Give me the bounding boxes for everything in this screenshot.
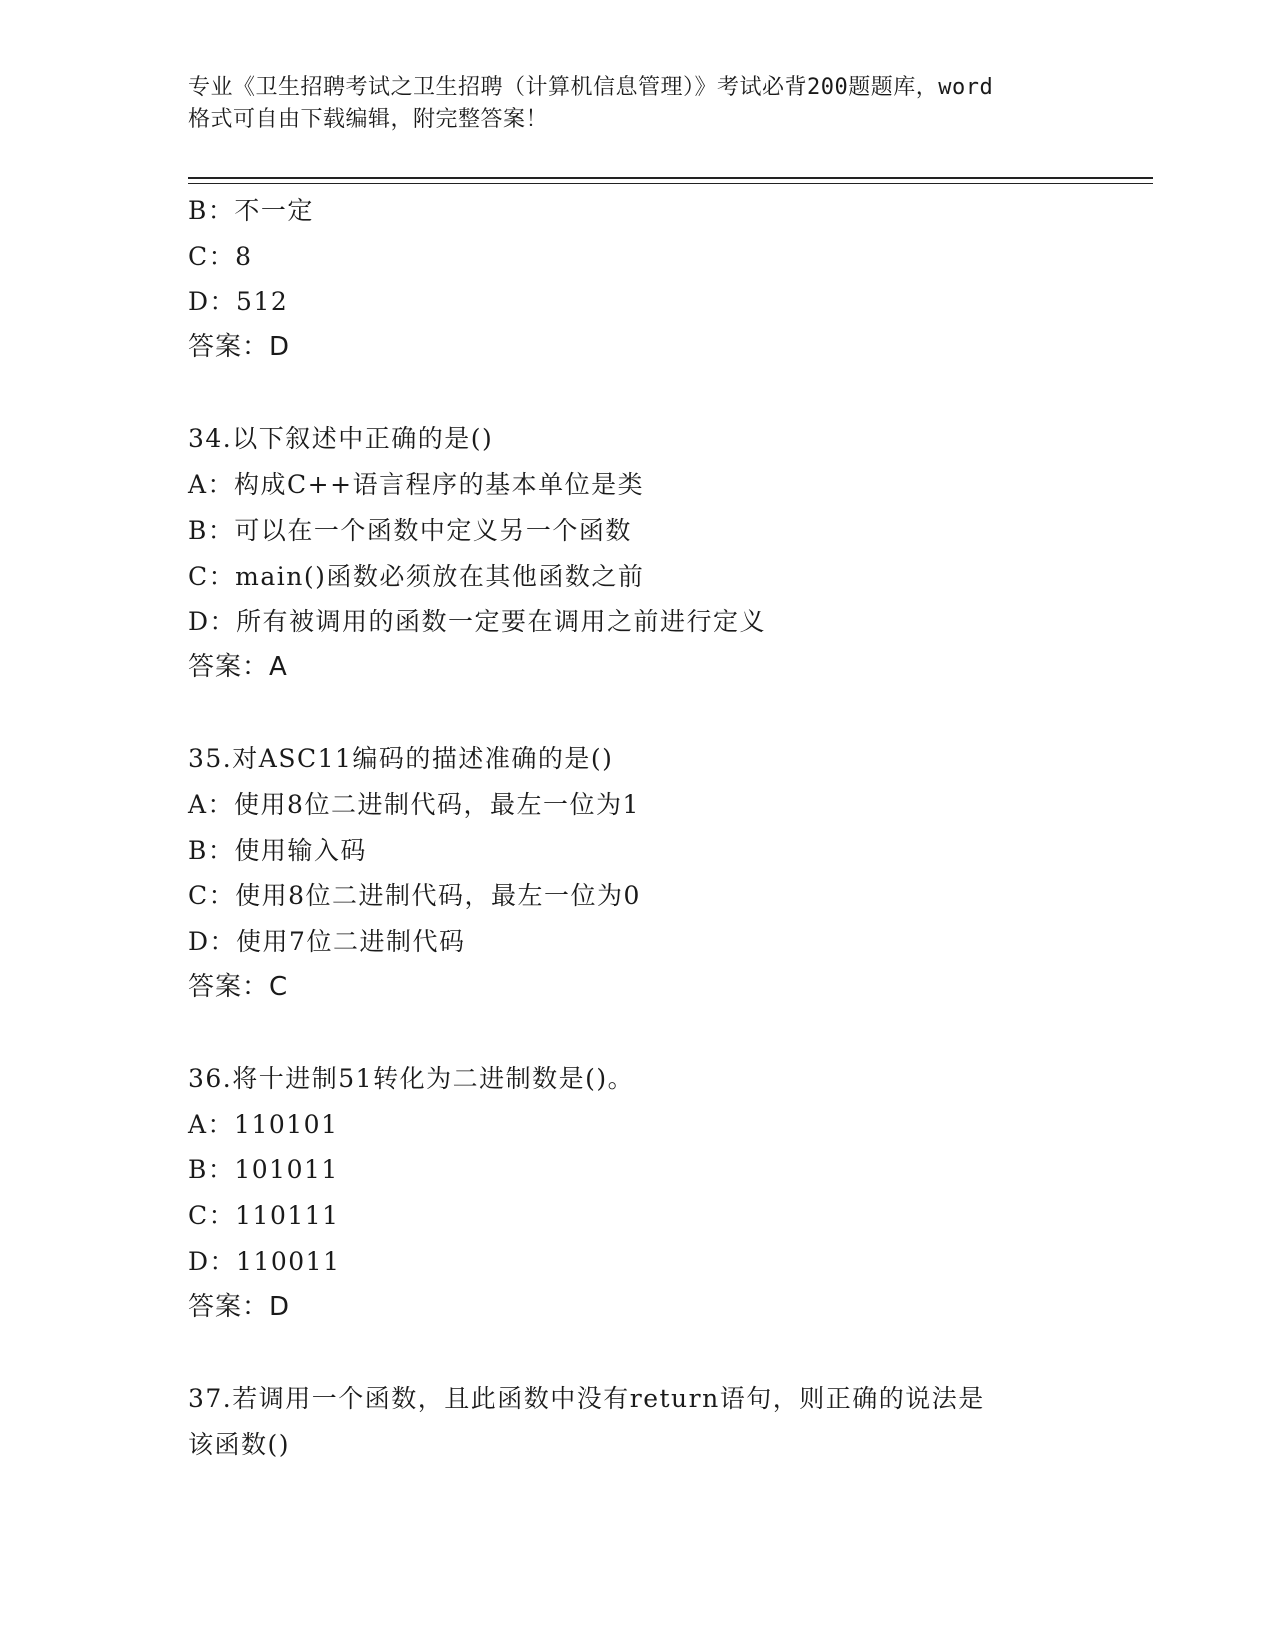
spacer — [188, 371, 1128, 417]
question-stem: 35.对ASC11编码的描述准确的是() — [188, 744, 614, 774]
question-36 — [188, 1056, 1128, 1330]
spacer — [188, 691, 1128, 737]
option-d: D：使用7位二进制代码 — [188, 927, 466, 956]
option-a: A：使用8位二进制代码，最左一位为1 — [188, 789, 640, 819]
option-a: A：构成C++语言程序的基本单位是类 — [188, 470, 645, 500]
option-d: D：512 — [188, 287, 289, 317]
option-b: B：使用输入码 — [188, 835, 367, 865]
question-35 — [188, 736, 1128, 1010]
document-header — [188, 72, 1108, 136]
answer-label: 答案：C — [188, 971, 289, 1002]
option-b: B：101011 — [188, 1155, 339, 1185]
option-a: A：110101 — [188, 1109, 339, 1139]
spacer — [188, 1010, 1128, 1056]
question-33-continued — [188, 188, 1128, 371]
answer-label: 答案：D — [188, 1291, 291, 1322]
question-stem-line-2: 该函数() — [188, 1429, 291, 1459]
question-stem: 36.将十进制51转化为二进制数是()。 — [188, 1064, 635, 1094]
header-line-1: 专业《卫生招聘考试之卫生招聘（计算机信息管理）》考试必背200题题库，word — [188, 75, 994, 100]
option-d: D：所有被调用的函数一定要在调用之前进行定义 — [188, 607, 767, 637]
question-stem: 34.以下叙述中正确的是() — [188, 424, 494, 454]
option-b: B：不一定 — [188, 196, 314, 225]
header-divider-thin — [188, 183, 1153, 184]
question-37 — [188, 1376, 1128, 1467]
option-c: C：main()函数必须放在其他函数之前 — [188, 561, 645, 591]
option-c: C：使用8位二进制代码，最左一位为0 — [188, 881, 641, 911]
option-b: B：可以在一个函数中定义另一个函数 — [188, 515, 632, 545]
answer-label: 答案：D — [188, 332, 291, 363]
question-34 — [188, 416, 1128, 690]
question-stem-line-1: 37.若调用一个函数，且此函数中没有return语句，则正确的说法是 — [188, 1383, 985, 1413]
spacer — [188, 1330, 1128, 1376]
option-d: D：110011 — [188, 1246, 341, 1276]
header-divider-thick — [188, 177, 1153, 179]
header-line-2: 格式可自由下载编辑，附完整答案！ — [188, 107, 549, 132]
question-list — [188, 188, 1128, 1467]
option-c: C：110111 — [188, 1201, 340, 1231]
option-c: C：8 — [188, 241, 253, 271]
answer-label: 答案：A — [188, 651, 288, 682]
